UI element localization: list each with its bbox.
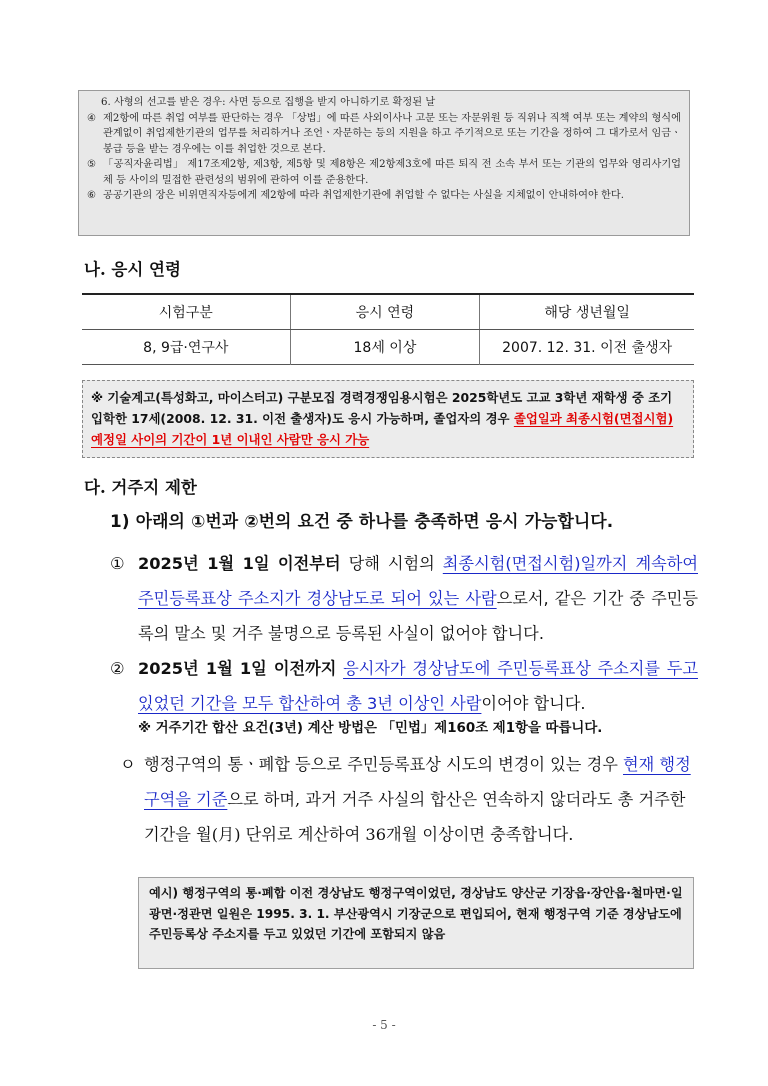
law-item-5-text: 「공직자윤리법」 제17조제2항, 제3항, 제5항 및 제8항은 제2항제3호에 따른 퇴직 전 소속 부서 또는 기관의 업무와 영리사기업체 등 사이의 밀접한 관련성의 범위에 관하여 이를 준용한다. (103, 159, 681, 186)
age-table-header-exam-type: 시험구분 (82, 294, 290, 330)
law-item-6-text: 공공기관의 장은 비위면직자등에게 제2항에 따라 취업제한기관에 취업할 수 없다는 사실을 지체없이 안내하여야 한다. (103, 190, 624, 201)
law-item-5 (87, 157, 681, 188)
circle-bullet-icon: ㅇ (120, 755, 136, 774)
example-box: 예시) 행정구역의 통·폐합 이전 경상남도 행정구역이었던, 경상남도 양산군 기장읍·장안읍·철마면·일광면·정관면 일원은 1995. 3. 1. 부산광역시 기장군으로 편입되어, 현재 행정구역 기준 경상남도에 주민등록상 주소지를 두고 있었던 기간에 포함되지 않음 (138, 877, 694, 969)
district-item-highlight: 현재 행정구역을 기준 (144, 755, 691, 809)
law-item-5-mark: ⑤ (87, 159, 97, 170)
requirement-item-1-text-b: 으로서, 같은 기간 중 주민등록의 말소 및 거주 불명으로 등록된 사실이 없어야 합니다. (138, 589, 698, 643)
age-table-header-age: 응시 연령 (290, 294, 480, 330)
age-table-cell-age: 18세 이상 (290, 330, 480, 365)
law-item-6-mark: ⑥ (87, 190, 97, 201)
age-table (82, 293, 694, 365)
law-item-6 (87, 188, 681, 204)
vocational-note-highlight: 졸업일과 최종시험(면접시험)예정일 사이의 기간이 1년 이내인 사람만 응시 가능 (91, 411, 674, 447)
age-table-header-birthdate: 해당 생년월일 (480, 294, 694, 330)
law-item-4-mark: ④ (87, 112, 97, 124)
requirement-item-1-date: 2025년 1월 1일 이전부터 (138, 554, 341, 573)
administrative-district-item (120, 747, 698, 852)
residence-calc-note: ※ 거주기간 합산 요건(3년) 계산 방법은 「민법」제160조 제1항을 따릅니다. (138, 721, 603, 736)
requirement-item-2-mark: ② (110, 659, 125, 678)
age-table-cell-birthdate: 2007. 12. 31. 이전 출생자 (480, 330, 694, 365)
law-excerpt-box (78, 90, 690, 236)
vocational-note-box (82, 380, 694, 458)
requirement-item-1-mark: ① (110, 554, 125, 573)
age-table-header-row (82, 294, 694, 330)
requirement-item-2-highlight: 응시자가 경상남도에 주민등록표상 주소지를 두고 있었던 기간을 모두 합산하여 총 3년 이상인 사람 (138, 659, 698, 713)
section-age-heading: 나. 응시 연령 (84, 260, 181, 279)
district-item-text-a: 행정구역의 통ㆍ폐합 등으로 주민등록표상 시도의 변경이 있는 경우 (144, 755, 624, 774)
table-row (82, 330, 694, 365)
vocational-note-text: ※ 기술계고(특성화고, 마이스터고) 구분모집 경력경쟁임용시험은 2025학년도 고교 3학년 재학생 중 조기 입학한 17세(2008. 12. 31. 이전 출생자)도 응시 가능하며, 졸업자의 경우 (91, 390, 673, 426)
law-item-4 (87, 111, 681, 158)
requirement-item-2-text-b: 이어야 합니다. (481, 694, 586, 713)
section-residence-heading: 다. 거주지 제한 (84, 478, 197, 497)
requirement-item-1-highlight: 최종시험(면접시험)일까지 계속하여 주민등록표상 주소지가 경상남도로 되어 있는 사람 (138, 554, 698, 608)
age-table-cell-exam-type: 8, 9급·연구사 (143, 340, 229, 356)
law-item-6-line: 6. 사형의 선고를 받은 경우: 사면 등으로 집행을 받지 아니하기로 확정된 날 (101, 97, 436, 108)
law-item-4-text: 제2항에 따른 취업 여부를 판단하는 경우 「상법」에 따른 사외이사나 고문 또는 자문위원 등 직위나 직책 여부 또는 계약의 형식에 관계없이 취업제한기관의 업무를 처리하거나 조언ㆍ자문하는 등의 지원을 하고 주기적으로 또는 기간을 정하여 그 대가로서 임금ㆍ봉급 등을 받는 경우에는 이를 취업한 것으로 본다. (103, 112, 681, 155)
requirement-item-1 (110, 546, 698, 651)
requirement-item-2-date: 2025년 1월 1일 이전까지 (138, 659, 337, 678)
page-number: - 5 - (372, 1018, 396, 1032)
residence-requirement-intro: 1) 아래의 ①번과 ②번의 요건 중 하나를 충족하면 응시 가능합니다. (110, 511, 614, 531)
requirement-item-2 (110, 651, 698, 721)
district-item-text-b: 으로 하며, 과거 거주 사실의 합산은 연속하지 않더라도 총 거주한 기간을 월(月) 단위로 계산하여 36개월 이상이면 충족합니다. (144, 790, 686, 844)
requirement-item-1-text-a: 당해 시험의 (340, 554, 443, 573)
